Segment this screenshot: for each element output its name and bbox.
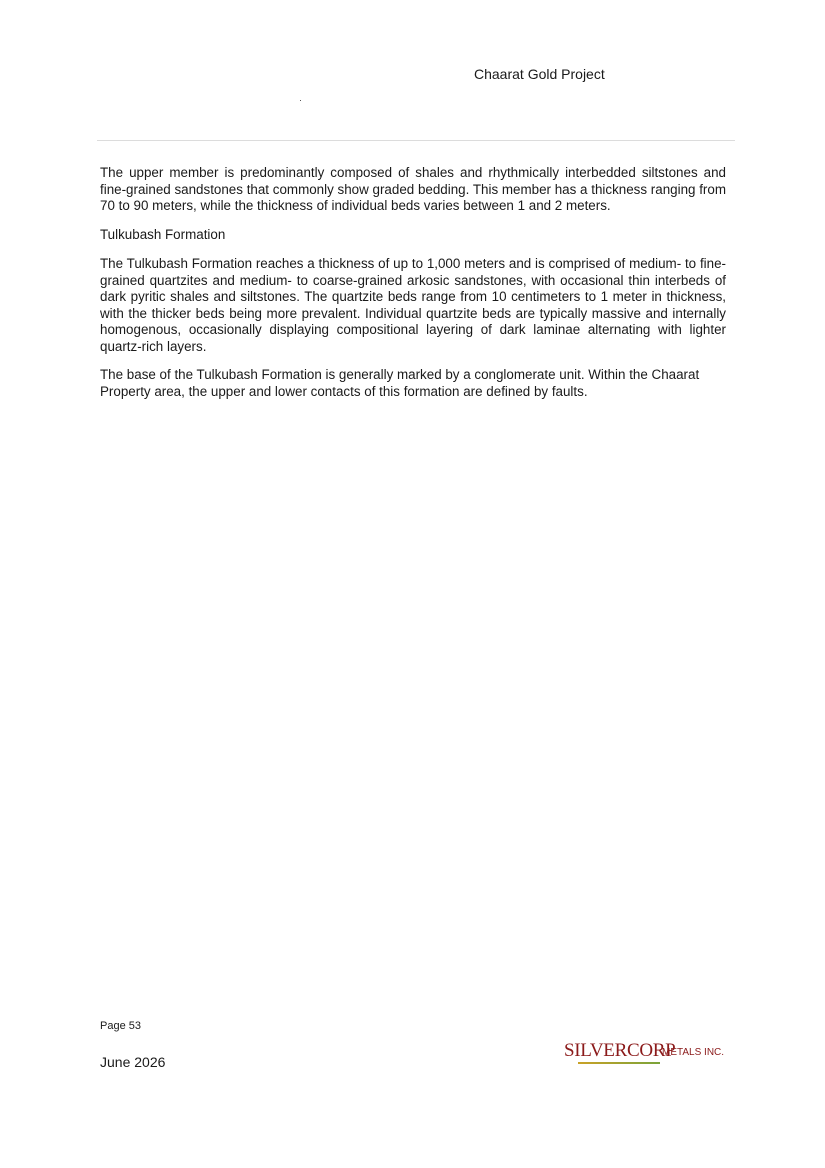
header-title: Chaarat Gold Project	[474, 66, 605, 82]
footer-date: June 2026	[100, 1054, 166, 1070]
page-number: Page 53	[100, 1020, 141, 1032]
paragraph-upper-member: The upper member is predominantly composed of shales and rhythmically interbedded siltstones and fine-grained sandstones that commonly show graded bedding. This member has a thickness ranging from 70 to 90 meters, while the thickness of individual beds varies between 1 and 2 meters.	[100, 165, 726, 213]
logo-subtitle: METALS INC.	[662, 1047, 725, 1058]
header-divider	[97, 140, 735, 141]
section-heading-tulkubash: Tulkubash Formation	[100, 226, 226, 242]
paragraph-tulkubash-base: The base of the Tulkubash Formation is generally marked by a conglomerate unit. Within the Chaarat Property area, the upper and lower contacts of this formation are defined by faults.	[100, 367, 700, 399]
logo-underline	[578, 1062, 660, 1064]
paragraph-tulkubash-description: The Tulkubash Formation reaches a thickness of up to 1,000 meters and is comprised of medium- to fine-grained quartzites and medium- to coarse-grained arkosic sandstones, with occasional thin interbeds of dark pyritic shales and siltstones. The quartzite beds range from 10 centimeters to 1 meter in thickness, with the thicker beds being more prevalent. Individual quartzite beds are typically massive and internally homogenous, occasionally displaying compositional layering of dark laminae alternating with lighter quartz-rich layers.	[100, 256, 726, 354]
silvercorp-logo	[564, 1040, 724, 1070]
body-content	[100, 165, 726, 412]
header-mark	[300, 100, 301, 101]
logo-wordmark: SILVERCORP	[564, 1040, 676, 1061]
